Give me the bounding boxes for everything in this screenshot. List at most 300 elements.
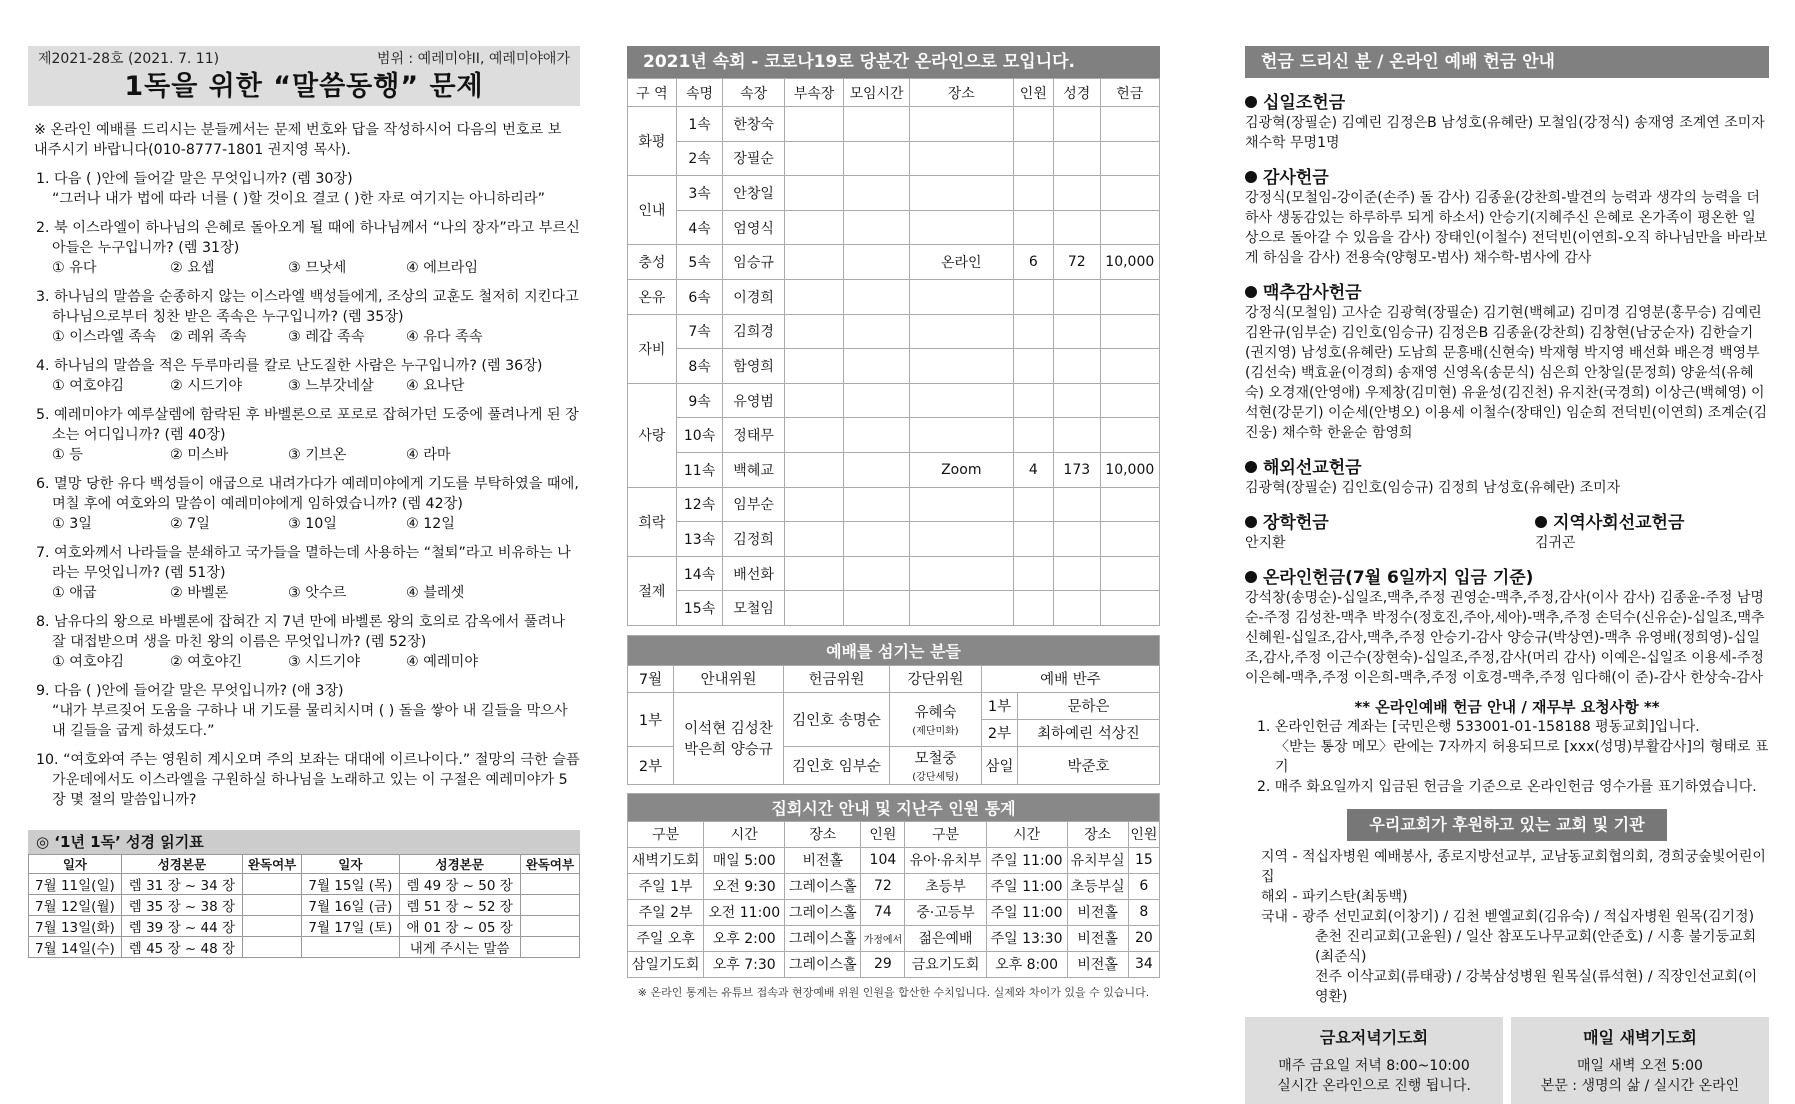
friday-prayer-title: 금요저녁기도회 <box>1319 1028 1429 1047</box>
cell-group-cell <box>844 522 910 557</box>
cell-group-cell <box>1100 279 1159 314</box>
malchu-heading: 맥추감사헌금 <box>1245 278 1769 303</box>
offering-title: 헌금 드리신 분 / 온라인 예배 헌금 안내 <box>1245 46 1769 78</box>
stats-cell: 삼일기도회 <box>628 951 704 977</box>
reading-header: 완독여부 <box>520 855 579 874</box>
cell-group-column <box>627 46 1160 1000</box>
district-name: 자비 <box>628 314 677 383</box>
cell-group-cell <box>784 487 843 522</box>
option: ② 요셉 <box>170 260 215 276</box>
cell-group-cell <box>1053 522 1100 557</box>
question-text: 9. 다음 ( )안에 들어갈 말은 무엇입니까? (애 3장) <box>36 683 344 699</box>
option: ③ 시드기야 <box>288 654 361 670</box>
cell-group-cell <box>1053 591 1100 626</box>
stats-cell: 주일 1부 <box>628 873 704 899</box>
stats-cell: 20 <box>1128 925 1159 951</box>
cell-group-cell <box>784 452 843 487</box>
altar-name-2: 모철중 <box>914 750 957 767</box>
reading-cell: 렘 45 장 ~ 48 장 <box>121 937 242 958</box>
cell-group-cell <box>844 107 910 142</box>
cell-group-cell <box>784 383 843 418</box>
cell-group-row <box>628 245 1160 280</box>
stats-cell: 비전홀 <box>785 847 861 873</box>
servers-r2: 2부 <box>628 746 674 784</box>
question-6 <box>36 474 580 534</box>
cell-group-cell <box>909 176 1013 211</box>
cell-group-cell <box>1100 556 1159 591</box>
cell-group-header: 장소 <box>909 79 1013 107</box>
cell-group-cell: 3속 <box>676 176 723 211</box>
question-10 <box>36 750 580 810</box>
reading-cell: 7월 11일(일) <box>29 874 122 895</box>
cell-group-cell <box>1013 522 1053 557</box>
thanks-heading: 감사헌금 <box>1245 163 1769 188</box>
reading-cell <box>520 895 579 916</box>
reading-header: 일자 <box>29 855 122 874</box>
cell-group-cell: 11속 <box>676 452 723 487</box>
stats-row <box>628 873 1160 899</box>
cell-group-cell: 9속 <box>676 383 723 418</box>
cell-group-cell: 1속 <box>676 107 723 142</box>
district-name: 화평 <box>628 107 677 176</box>
support-domestic-3: 전주 이삭교회(류태광) / 강북삼성병원 원목실(류석현) / 직장인선교회(이영환) <box>1315 969 1758 1005</box>
issue-meta <box>28 46 580 68</box>
reading-row <box>29 895 580 916</box>
reading-cell: 렘 35 장 ~ 38 장 <box>121 895 242 916</box>
reading-cell: 렘 31 장 ~ 34 장 <box>121 874 242 895</box>
cell-group-cell <box>909 279 1013 314</box>
cell-group-row <box>628 522 1160 557</box>
cell-group-header: 성경 <box>1053 79 1100 107</box>
cell-group-cell: 4 <box>1013 452 1053 487</box>
servers-offering-1: 김인호 송명순 <box>784 692 890 746</box>
reading-cell <box>242 874 301 895</box>
notice-1b: 〈받는 통장 메모〉란에는 7자까지 허용되므로 [xxx(성명)부활감사]의 형태로 표기 <box>1275 739 1769 775</box>
option: ④ 12일 <box>406 516 455 532</box>
cell-group-cell: 백혜교 <box>723 452 784 487</box>
question-text: 4. 하나님의 말씀을 적은 두루마리를 칼로 난도질한 사람은 누구입니까? (렘 36장) <box>36 358 543 374</box>
stats-title: 집회시간 안내 및 지난주 인원 통계 <box>628 793 1160 821</box>
reading-cell <box>242 895 301 916</box>
cell-group-cell <box>844 556 910 591</box>
cell-group-cell <box>784 314 843 349</box>
option: ③ 레갑 족속 <box>288 329 365 345</box>
reading-cell: 7월 14일(수) <box>29 937 122 958</box>
stats-header: 인원 <box>1128 821 1159 847</box>
cell-group-cell: 장필순 <box>723 141 784 176</box>
cell-group-cell <box>844 245 910 280</box>
support-local: 지역 - 적십자병원 예배봉사, 종로지방선교부, 교남동교회협의회, 경희궁숲빛어린이집 <box>1261 849 1766 885</box>
option: ④ 유다 족속 <box>406 329 483 345</box>
cell-group-row <box>628 107 1160 142</box>
reading-plan-table <box>28 854 580 958</box>
cell-group-cell <box>1100 349 1159 384</box>
reading-cell: 7월 15일 (목) <box>302 874 399 895</box>
question-text: 5. 예레미야가 예루살렘에 함락된 후 바벨론으로 포로로 잡혀가던 도중에 풀려나게 된 장소는 어디입니까? (렘 40장) <box>36 407 579 443</box>
dawn-prayer-note: 본문 : 생명의 삶 / 실시간 온라인 <box>1540 1078 1740 1094</box>
stats-header: 장소 <box>785 821 861 847</box>
reading-cell: 애 01 장 ~ 05 장 <box>399 916 520 937</box>
cell-group-row <box>628 383 1160 418</box>
cell-group-cell <box>844 176 910 211</box>
question-text: 6. 멸망 당한 유다 백성들이 애굽으로 내려가다가 예레미야에게 기도를 부탁하였을 때에, 며칠 후에 여호와의 말씀이 예레미야에게 임하였습니까? (렘 42장) <box>36 476 579 512</box>
cell-group-cell <box>1053 383 1100 418</box>
malchu-list: 강정식(모철임) 고사순 김광혁(장필순) 김기현(백혜교) 김미경 김영분(홍무승) 김예린 김완규(임부순) 김인호(임승규) 김정은B 김종윤(강찬희) 김창현(남궁순자) 김한슬기(권지영) 남성호(유혜란) 도남희 문흥배(신현숙) 박재형 박지영 배선화 배은경 백영부(김선숙) 백효윤(이경희) 송재영 신영옥(송문식) 심은희 안창일(문정희) 양윤석(유혜숙) 오경재(안영애) 우제창(김미현) 유윤성(김진천) 유지찬(국경희) 이상근(백혜영) 이석현(강문기) 이순세(안병오) 이용세 이철수(장태인) 임순희 전덕빈(이연희) 조계순(김진웅) 채수학 한윤순 함영희 <box>1245 305 1768 441</box>
bullet-icon <box>1245 96 1257 108</box>
option: ① 유다 <box>52 260 97 276</box>
online-notice-title: ** 온라인예배 헌금 안내 / 재무부 요청사항 ** <box>1354 698 1660 716</box>
option: ③ 앗수르 <box>288 585 347 601</box>
cell-group-row <box>628 349 1160 384</box>
cell-group-cell <box>1100 141 1159 176</box>
local-mission-heading: 지역사회선교헌금 <box>1535 508 1684 533</box>
friday-prayer-note: 실시간 온라인으로 진행 됩니다. <box>1277 1078 1471 1094</box>
question-excerpt: “그러나 내가 법에 따라 너를 ( )할 것이요 결코 ( )한 자로 여기지는 아니하리라” <box>52 191 545 207</box>
local-mission-list: 김귀곤 <box>1535 535 1576 551</box>
reading-cell <box>302 937 399 958</box>
cell-group-cell <box>844 279 910 314</box>
cell-group-cell: 안창일 <box>723 176 784 211</box>
offering-column <box>1245 46 1769 1104</box>
cell-group-cell: 10,000 <box>1100 245 1159 280</box>
district-name: 인내 <box>628 176 677 245</box>
reading-cell <box>520 937 579 958</box>
reading-cell: 렘 51 장 ~ 52 장 <box>399 895 520 916</box>
cell-group-header: 인원 <box>1013 79 1053 107</box>
stats-cell: 유아·유치부 <box>905 847 986 873</box>
question-text: 1. 다음 ( )안에 들어갈 말은 무엇입니까? (렘 30장) <box>36 171 353 187</box>
question-text: 10. “여호와여 주는 영원히 계시오며 주의 보좌는 대대에 이르나이다.” 절망의 극한 슬픔 가운데에서도 이스라엘을 구원하실 하나님을 노래하고 있는 이 구절은 예레미야가 5장 몇 절의 말씀입니까? <box>36 752 580 808</box>
question-list <box>28 169 580 810</box>
cell-group-cell <box>1053 107 1100 142</box>
cell-group-cell <box>1013 176 1053 211</box>
bullet-icon <box>1535 516 1547 528</box>
servers-offering-head: 헌금위원 <box>784 665 890 692</box>
cell-group-cell <box>909 107 1013 142</box>
accomp-label-2: 2부 <box>982 719 1018 746</box>
scholarship-list: 안지환 <box>1245 535 1286 551</box>
cell-group-header: 모임시간 <box>844 79 910 107</box>
stats-cell: 오후 2:00 <box>704 925 785 951</box>
servers-title: 예배를 섬기는 분들 <box>628 635 1160 665</box>
stats-header: 인원 <box>861 821 905 847</box>
stats-row <box>628 847 1160 873</box>
reading-cell: 렘 39 장 ~ 44 장 <box>121 916 242 937</box>
stats-cell: 8 <box>1128 899 1159 925</box>
cell-group-cell: 12속 <box>676 487 723 522</box>
cell-group-cell: 배선화 <box>723 556 784 591</box>
cell-group-cell <box>784 349 843 384</box>
question-options <box>36 652 580 672</box>
option: ① 애굽 <box>52 585 97 601</box>
reading-cell: 7월 12일(월) <box>29 895 122 916</box>
cell-group-row <box>628 418 1160 453</box>
reading-cell: 7월 17일 (토) <box>302 916 399 937</box>
cell-group-cell <box>844 591 910 626</box>
reading-header: 일자 <box>302 855 399 874</box>
cell-group-cell <box>1053 349 1100 384</box>
option: ④ 라마 <box>406 447 451 463</box>
scholarship-local-row <box>1245 498 1769 553</box>
option: ④ 에브라임 <box>406 260 479 276</box>
cell-group-cell <box>909 591 1013 626</box>
cell-group-cell <box>909 487 1013 522</box>
cell-group-cell <box>1100 418 1159 453</box>
online-list: 강석창(송명순)-십일조,맥추,주정 권영순-맥추,주정,감사(이사 감사) 김종윤-주정 남명순-주정 김성찬-맥추 박정수(정호진,주아,세아)-맥추,주정 손덕수(신유순)-십일조,맥추 신혜원-십일조,감사,맥추,주정 안승기-감사 양승규(박상연)-맥추 유영배(정희영)-십일조,감사,주정 이근수(장현숙)-십일조,주정,감사(머리 감사) 이예은-십일조 이용세-주정 이은혜-맥추,주정 이은희-맥추,주정 이호경-맥추,주정 임다해(이 준)-감사 한상숙-감사 <box>1245 590 1765 686</box>
cell-group-cell: 13속 <box>676 522 723 557</box>
stats-cell: 젊은예배 <box>905 925 986 951</box>
cell-group-cell <box>844 141 910 176</box>
online-heading: 온라인헌금(7월 6일까지 입금 기준) <box>1245 563 1769 588</box>
cell-group-row <box>628 314 1160 349</box>
cell-group-cell <box>1053 556 1100 591</box>
cell-group-cell <box>784 245 843 280</box>
stats-cell: 그레이스홀 <box>785 899 861 925</box>
cell-group-cell <box>784 418 843 453</box>
cell-group-cell: 한창숙 <box>723 107 784 142</box>
cell-group-cell: 8속 <box>676 349 723 384</box>
option: ② 바벨론 <box>170 585 229 601</box>
cell-group-cell <box>1013 141 1053 176</box>
accomp-label-1: 1부 <box>982 692 1018 719</box>
question-5 <box>36 405 580 465</box>
question-2 <box>36 218 580 278</box>
stats-cell: 중·고등부 <box>905 899 986 925</box>
district-name: 희락 <box>628 487 677 556</box>
cell-group-cell <box>844 487 910 522</box>
option: ① 이스라엘 족속 <box>52 329 156 345</box>
cell-group-cell: 7속 <box>676 314 723 349</box>
support-domestic-1: 국내 - 광주 선민교회(이창기) / 김천 벧엘교회(김유숙) / 적십자병원 원목(김기정) <box>1261 909 1755 925</box>
cell-group-cell <box>784 556 843 591</box>
cell-group-cell <box>909 210 1013 245</box>
bullet-icon <box>1245 571 1257 583</box>
question-9 <box>36 681 580 741</box>
cell-group-cell <box>1100 210 1159 245</box>
dawn-prayer-title: 매일 새벽기도회 <box>1583 1028 1697 1047</box>
cell-group-cell <box>909 418 1013 453</box>
reading-cell: 렘 49 장 ~ 50 장 <box>399 874 520 895</box>
question-3 <box>36 287 580 347</box>
cell-group-cell: 6속 <box>676 279 723 314</box>
cell-group-cell <box>1053 141 1100 176</box>
stats-row <box>628 899 1160 925</box>
question-8 <box>36 612 580 672</box>
cell-group-cell: 2속 <box>676 141 723 176</box>
altar-role-1: (제단미화) <box>912 725 959 737</box>
cell-group-cell <box>909 556 1013 591</box>
servers-guide: 이석현 김성찬 박은희 양승규 <box>674 692 784 784</box>
reading-row <box>29 937 580 958</box>
cell-group-cell <box>844 210 910 245</box>
cell-group-cell: 173 <box>1053 452 1100 487</box>
cell-group-cell: 함영희 <box>723 349 784 384</box>
question-options <box>36 583 580 603</box>
cell-group-cell <box>844 349 910 384</box>
bullet-icon <box>1245 286 1257 298</box>
option: ① 3일 <box>52 516 92 532</box>
stats-cell: 비전홀 <box>1067 925 1128 951</box>
cell-group-cell: 4속 <box>676 210 723 245</box>
reading-cell <box>242 916 301 937</box>
friday-prayer-box <box>1245 1017 1503 1104</box>
cell-group-cell <box>784 141 843 176</box>
stats-cell: 새벽기도회 <box>628 847 704 873</box>
cell-group-cell: 유영범 <box>723 383 784 418</box>
option: ③ 므낫세 <box>288 260 347 276</box>
reading-row <box>29 916 580 937</box>
cell-group-cell <box>1100 314 1159 349</box>
cell-group-cell: 72 <box>1053 245 1100 280</box>
cell-group-cell: 6 <box>1013 245 1053 280</box>
cell-group-cell: 정태무 <box>723 418 784 453</box>
stats-row <box>628 951 1160 977</box>
cell-group-cell: Zoom <box>909 452 1013 487</box>
support-title: 우리교회가 후원하고 있는 교회 및 기관 <box>1347 809 1667 841</box>
stats-table <box>627 793 1160 978</box>
stats-cell: 주일 오후 <box>628 925 704 951</box>
stats-cell: 주일 13:30 <box>986 925 1067 951</box>
option: ① 여호야김 <box>52 378 125 394</box>
stats-cell: 초등부실 <box>1067 873 1128 899</box>
servers-accomp-head: 예배 반주 <box>982 665 1160 692</box>
question-1 <box>36 169 580 209</box>
question-options <box>36 258 580 278</box>
cell-group-cell: 김정희 <box>723 522 784 557</box>
accomp-name-3: 박준호 <box>1018 746 1160 784</box>
reading-header: 성경본문 <box>399 855 520 874</box>
cell-group-cell <box>1053 314 1100 349</box>
scripture-range: 범위 : 예레미야II, 예레미야애가 <box>376 51 570 67</box>
stats-note: ※ 온라인 통계는 유튜브 접속과 현장예배 위원 인원을 합산한 수치입니다. 실제와 차이가 있을 수 있습니다. <box>637 985 1150 999</box>
cell-group-cell <box>784 279 843 314</box>
stats-cell: 금요기도회 <box>905 951 986 977</box>
cell-group-cell <box>1100 522 1159 557</box>
option: ① 등 <box>52 447 83 463</box>
question-options <box>36 327 580 347</box>
cell-group-cell <box>844 383 910 418</box>
question-options <box>36 376 580 396</box>
cell-group-cell <box>909 383 1013 418</box>
cell-group-cell <box>1013 107 1053 142</box>
servers-month: 7월 <box>628 665 674 692</box>
reading-plan-title: ◎ ‘1년 1독’ 성경 읽기표 <box>28 830 580 854</box>
altar-name-1: 유혜숙 <box>914 704 957 721</box>
option: ④ 예레미야 <box>406 654 479 670</box>
reading-cell <box>520 916 579 937</box>
cell-group-header: 구 역 <box>628 79 677 107</box>
option: ② 여호야긴 <box>170 654 243 670</box>
reading-cell <box>242 937 301 958</box>
cell-group-cell <box>1053 210 1100 245</box>
quiz-intro: ※ 온라인 예배를 드리시는 분들께서는 문제 번호와 답을 작성하시어 다음의 번호로 보내주시기 바랍니다(010-8777-1801 권지영 목사). <box>34 122 562 158</box>
cell-group-row <box>628 210 1160 245</box>
stats-header: 장소 <box>1067 821 1128 847</box>
cell-group-cell <box>1013 418 1053 453</box>
stats-header: 시간 <box>704 821 785 847</box>
cell-group-header: 부속장 <box>784 79 843 107</box>
cell-group-cell <box>784 107 843 142</box>
cell-group-cell: 10,000 <box>1100 452 1159 487</box>
cell-group-cell: 10속 <box>676 418 723 453</box>
district-name: 온유 <box>628 279 677 314</box>
tithe-list: 김광혁(장필순) 김예린 김정은B 남성호(유혜란) 모철임(강정식) 송재영 조계연 조미자 채수학 무명1명 <box>1245 115 1765 151</box>
cell-group-table <box>627 78 1160 626</box>
altar-role-2: (강단세팅) <box>912 771 959 783</box>
bullet-icon <box>1245 461 1257 473</box>
reading-cell <box>520 874 579 895</box>
option: ② 7일 <box>170 516 210 532</box>
cell-group-row <box>628 279 1160 314</box>
stats-cell: 주일 11:00 <box>986 899 1067 925</box>
cell-group-row <box>628 452 1160 487</box>
option: ③ 느부갓네살 <box>288 378 374 394</box>
stats-cell: 오후 7:30 <box>704 951 785 977</box>
cell-group-header: 속장 <box>723 79 784 107</box>
stats-cell: 오전 11:00 <box>704 899 785 925</box>
tithe-heading: 십일조헌금 <box>1245 88 1769 113</box>
cell-group-cell <box>909 314 1013 349</box>
notice-1: 1. 온라인헌금 계좌는 [국민은행 533001-01-158188 평동교회]입니다. <box>1257 719 1700 735</box>
cell-group-cell <box>1013 210 1053 245</box>
cell-group-cell <box>784 210 843 245</box>
question-options <box>36 514 580 534</box>
accomp-name-1: 문하은 <box>1018 692 1160 719</box>
cell-group-cell <box>1013 487 1053 522</box>
bullet-icon <box>1245 171 1257 183</box>
cell-group-cell <box>909 522 1013 557</box>
stats-cell: 그레이스홀 <box>785 925 861 951</box>
stats-cell: 그레이스홀 <box>785 873 861 899</box>
reading-header: 완독여부 <box>242 855 301 874</box>
stats-cell: 비전홀 <box>1067 899 1128 925</box>
question-7 <box>36 543 580 603</box>
option: ④ 요나단 <box>406 378 465 394</box>
accomp-name-2: 최하예린 석상진 <box>1018 719 1160 746</box>
servers-altar-1 <box>890 692 982 746</box>
cell-group-cell <box>1100 591 1159 626</box>
option: ② 미스바 <box>170 447 229 463</box>
cell-group-cell <box>1053 487 1100 522</box>
district-name: 충성 <box>628 245 677 280</box>
stats-cell: 104 <box>861 847 905 873</box>
notice-2: 2. 매주 화요일까지 입금된 헌금을 기준으로 온라인헌금 영수가를 표기하였습니다. <box>1257 779 1757 795</box>
reading-cell: 내게 주시는 말씀 <box>399 937 520 958</box>
cell-group-cell <box>1100 487 1159 522</box>
stats-cell: 29 <box>861 951 905 977</box>
servers-guide-head: 안내위원 <box>674 665 784 692</box>
stats-row <box>628 925 1160 951</box>
question-excerpt: “내가 부르짖어 도움을 구하나 내 기도를 물리치시며 ( ) 돌을 쌓아 내 길들을 막으사 내 길들을 굽게 하셨도다.” <box>52 703 568 739</box>
support-overseas: 해외 - 파키스탄(최동백) <box>1261 889 1408 905</box>
cell-group-cell <box>1100 383 1159 418</box>
stats-cell: 초등부 <box>905 873 986 899</box>
stats-header: 시간 <box>986 821 1067 847</box>
cell-group-cell <box>844 314 910 349</box>
option: ③ 기브온 <box>288 447 347 463</box>
cell-group-cell <box>1100 107 1159 142</box>
cell-group-cell <box>1053 418 1100 453</box>
stats-cell: 유치부실 <box>1067 847 1128 873</box>
servers-altar-2 <box>890 746 982 784</box>
servers-r1: 1부 <box>628 692 674 746</box>
dawn-prayer-box <box>1511 1017 1769 1104</box>
cell-group-cell: 임부순 <box>723 487 784 522</box>
issue-number: 제2021-28호 (2021. 7. 11) <box>38 51 220 67</box>
stats-cell: 그레이스홀 <box>785 951 861 977</box>
cell-group-cell <box>1013 591 1053 626</box>
cell-group-cell <box>1013 556 1053 591</box>
